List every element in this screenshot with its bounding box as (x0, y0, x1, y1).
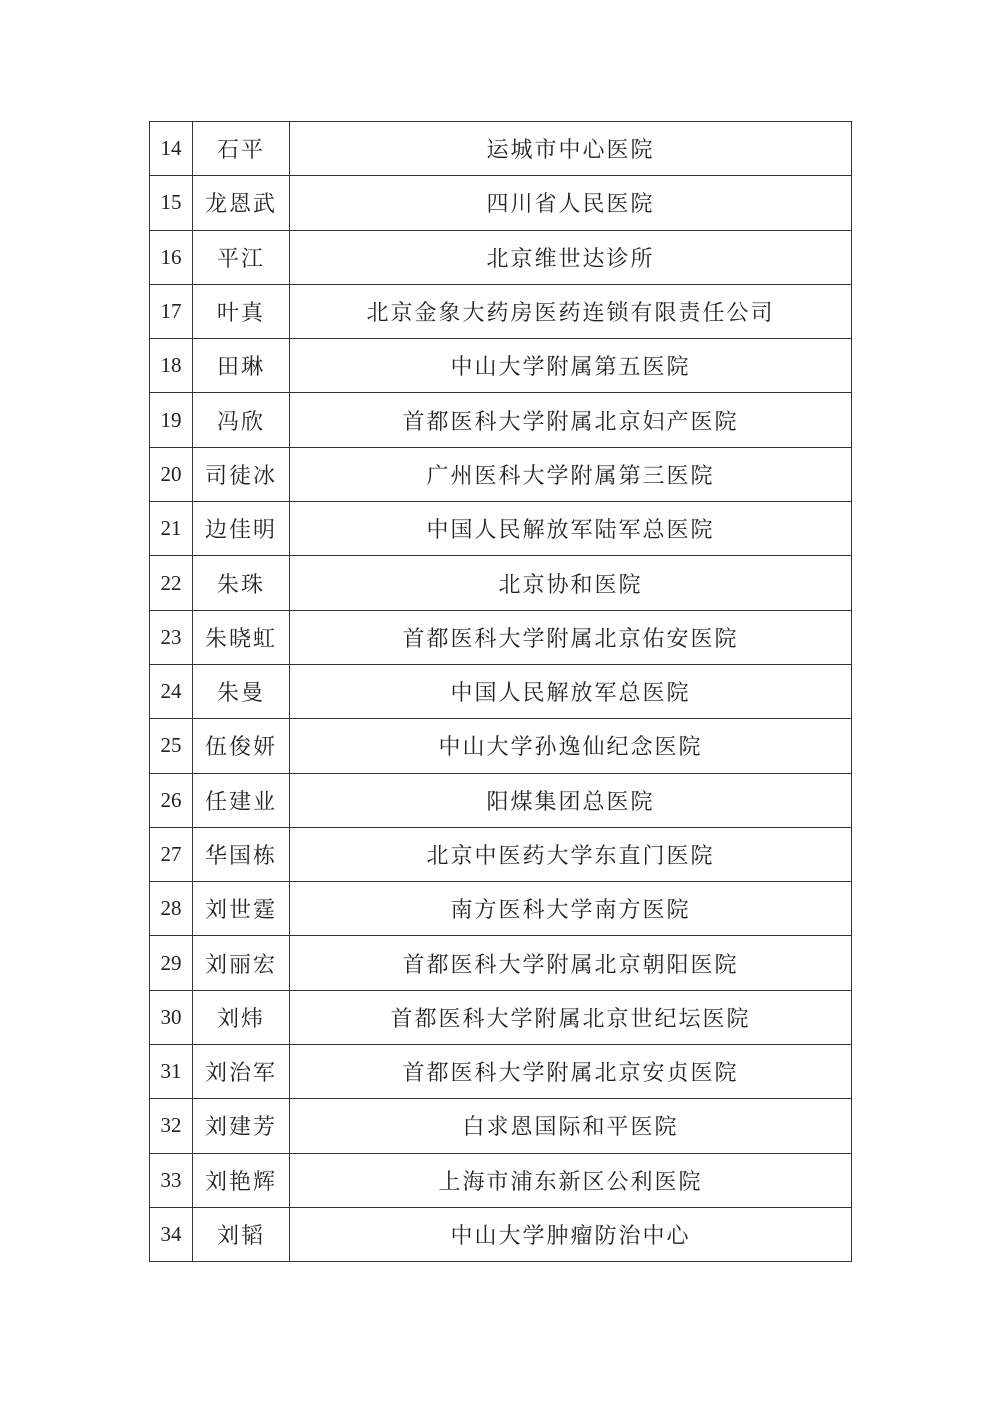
row-number: 18 (150, 339, 193, 393)
row-number: 30 (150, 990, 193, 1044)
organization-name: 阳煤集团总医院 (290, 773, 852, 827)
person-name: 刘世霆 (193, 882, 290, 936)
organization-name: 运城市中心医院 (290, 122, 852, 176)
table-row (150, 1099, 852, 1153)
row-number: 24 (150, 664, 193, 718)
organization-name: 北京中医药大学东直门医院 (290, 827, 852, 881)
organization-name: 首都医科大学附属北京佑安医院 (290, 610, 852, 664)
person-name: 冯欣 (193, 393, 290, 447)
row-number: 21 (150, 502, 193, 556)
organization-name: 南方医科大学南方医院 (290, 882, 852, 936)
person-name: 刘艳辉 (193, 1153, 290, 1207)
organization-name: 北京协和医院 (290, 556, 852, 610)
table-row (150, 393, 852, 447)
row-number: 14 (150, 122, 193, 176)
table-row (150, 936, 852, 990)
row-number: 32 (150, 1099, 193, 1153)
person-name: 朱曼 (193, 664, 290, 718)
table-row (150, 719, 852, 773)
table-row (150, 773, 852, 827)
table-row (150, 556, 852, 610)
person-name: 朱晓虹 (193, 610, 290, 664)
row-number: 17 (150, 284, 193, 338)
row-number: 15 (150, 176, 193, 230)
organization-name: 北京金象大药房医药连锁有限责任公司 (290, 284, 852, 338)
person-name: 刘丽宏 (193, 936, 290, 990)
organization-name: 中山大学孙逸仙纪念医院 (290, 719, 852, 773)
organization-name: 首都医科大学附属北京朝阳医院 (290, 936, 852, 990)
table-row (150, 1153, 852, 1207)
person-name: 平江 (193, 230, 290, 284)
person-name: 华国栋 (193, 827, 290, 881)
row-number: 19 (150, 393, 193, 447)
table-row (150, 122, 852, 176)
table-row (150, 339, 852, 393)
person-name: 刘炜 (193, 990, 290, 1044)
expert-list-table (149, 121, 852, 1262)
table-row (150, 176, 852, 230)
table-row (150, 882, 852, 936)
table-row (150, 610, 852, 664)
organization-name: 广州医科大学附属第三医院 (290, 447, 852, 501)
row-number: 22 (150, 556, 193, 610)
table-row (150, 502, 852, 556)
table-row (150, 1207, 852, 1261)
organization-name: 白求恩国际和平医院 (290, 1099, 852, 1153)
table-row (150, 990, 852, 1044)
organization-name: 首都医科大学附属北京妇产医院 (290, 393, 852, 447)
person-name: 边佳明 (193, 502, 290, 556)
row-number: 23 (150, 610, 193, 664)
organization-name: 上海市浦东新区公利医院 (290, 1153, 852, 1207)
person-name: 伍俊妍 (193, 719, 290, 773)
table-row (150, 284, 852, 338)
row-number: 34 (150, 1207, 193, 1261)
person-name: 司徒冰 (193, 447, 290, 501)
table-row (150, 447, 852, 501)
organization-name: 首都医科大学附属北京安贞医院 (290, 1045, 852, 1099)
organization-name: 中山大学附属第五医院 (290, 339, 852, 393)
person-name: 石平 (193, 122, 290, 176)
table-row (150, 1045, 852, 1099)
row-number: 33 (150, 1153, 193, 1207)
person-name: 田琳 (193, 339, 290, 393)
row-number: 25 (150, 719, 193, 773)
table-row (150, 664, 852, 718)
row-number: 26 (150, 773, 193, 827)
row-number: 31 (150, 1045, 193, 1099)
organization-name: 中山大学肿瘤防治中心 (290, 1207, 852, 1261)
person-name: 朱珠 (193, 556, 290, 610)
organization-name: 北京维世达诊所 (290, 230, 852, 284)
row-number: 16 (150, 230, 193, 284)
row-number: 20 (150, 447, 193, 501)
organization-name: 四川省人民医院 (290, 176, 852, 230)
table-row (150, 230, 852, 284)
organization-name: 首都医科大学附属北京世纪坛医院 (290, 990, 852, 1044)
table-row (150, 827, 852, 881)
person-name: 任建业 (193, 773, 290, 827)
row-number: 29 (150, 936, 193, 990)
person-name: 刘建芳 (193, 1099, 290, 1153)
person-name: 龙恩武 (193, 176, 290, 230)
row-number: 27 (150, 827, 193, 881)
organization-name: 中国人民解放军陆军总医院 (290, 502, 852, 556)
table-body (150, 122, 852, 1262)
person-name: 叶真 (193, 284, 290, 338)
row-number: 28 (150, 882, 193, 936)
person-name: 刘治军 (193, 1045, 290, 1099)
person-name: 刘韬 (193, 1207, 290, 1261)
organization-name: 中国人民解放军总医院 (290, 664, 852, 718)
